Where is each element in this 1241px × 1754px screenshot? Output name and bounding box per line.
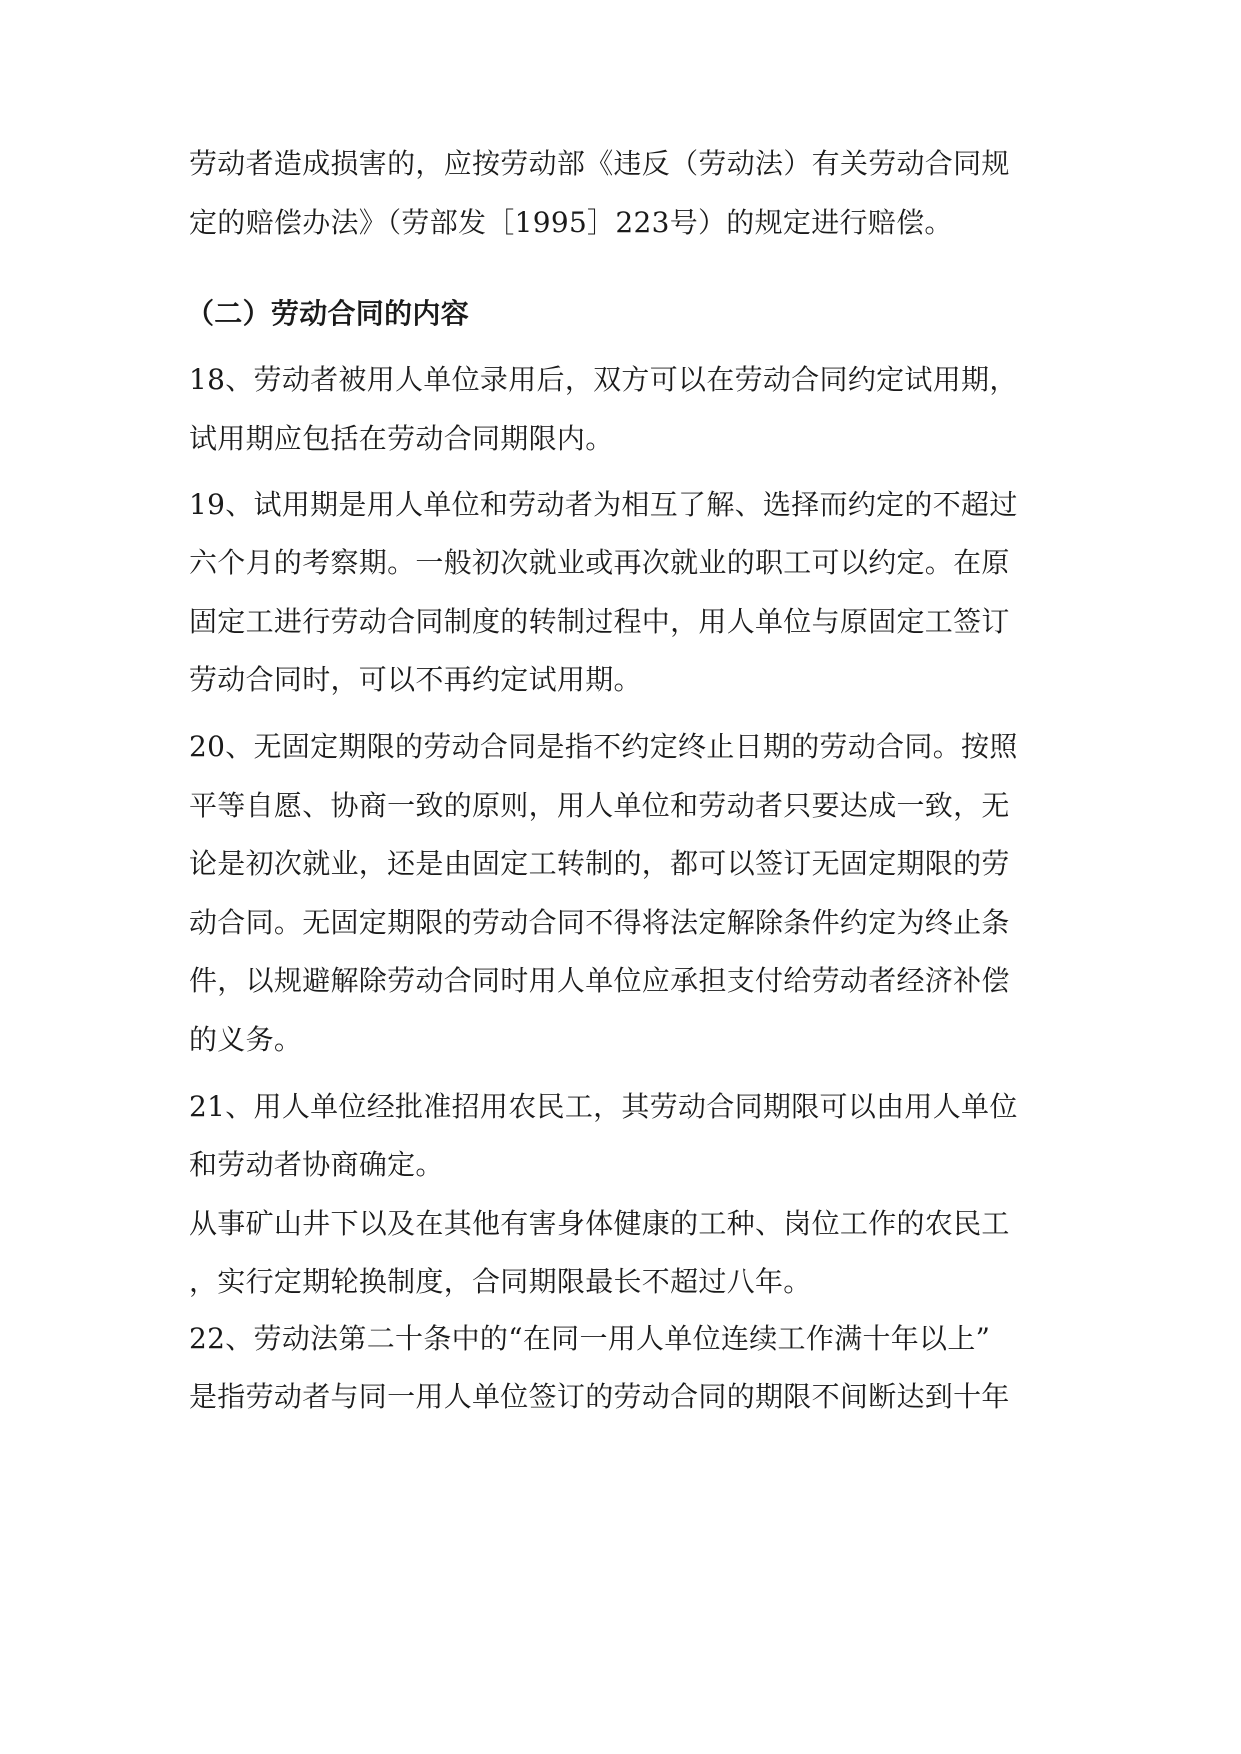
section-heading: （二）劳动合同的内容 bbox=[186, 297, 470, 330]
item21-line-4: ，实行定期轮换制度，合同期限最长不超过八年。 bbox=[189, 1265, 812, 1298]
item19-line-4: 劳动合同时，可以不再约定试用期。 bbox=[189, 663, 642, 696]
item19-line-2: 六个月的考察期。一般初次就业或再次就业的职工可以约定。在原 bbox=[189, 546, 1010, 579]
item18-line-2: 试用期应包括在劳动合同期限内。 bbox=[189, 422, 614, 455]
intro-line-1: 劳动者造成损害的，应按劳动部《违反（劳动法）有关劳动合同规 bbox=[189, 147, 1010, 180]
intro-line-2: 定的赔偿办法》（劳部发［1995］223号）的规定进行赔偿。 bbox=[189, 206, 953, 239]
item21-line-3: 从事矿山井下以及在其他有害身体健康的工种、岗位工作的农民工 bbox=[189, 1207, 1010, 1240]
item19-line-1: 19、试用期是用人单位和劳动者为相互了解、选择而约定的不超过 bbox=[189, 488, 1018, 521]
item20-line-5: 件，以规避解除劳动合同时用人单位应承担支付给劳动者经济补偿 bbox=[189, 964, 1010, 997]
item18-line-1: 18、劳动者被用人单位录用后，双方可以在劳动合同约定试用期， bbox=[189, 363, 1018, 396]
item22-line-2: 是指劳动者与同一用人单位签订的劳动合同的期限不间断达到十年 bbox=[189, 1380, 1010, 1413]
item21-line-2: 和劳动者协商确定。 bbox=[189, 1148, 444, 1181]
item20-line-4: 动合同。无固定期限的劳动合同不得将法定解除条件约定为终止条 bbox=[189, 906, 1010, 939]
item19-line-3: 固定工进行劳动合同制度的转制过程中，用人单位与原固定工签订 bbox=[189, 605, 1010, 638]
item20-line-6: 的义务。 bbox=[189, 1023, 303, 1056]
item20-line-2: 平等自愿、协商一致的原则，用人单位和劳动者只要达成一致，无 bbox=[189, 789, 1010, 822]
item21-line-1: 21、用人单位经批准招用农民工，其劳动合同期限可以由用人单位 bbox=[189, 1090, 1018, 1123]
item20-line-3: 论是初次就业，还是由固定工转制的，都可以签订无固定期限的劳 bbox=[189, 847, 1010, 880]
item20-line-1: 20、无固定期限的劳动合同是指不约定终止日期的劳动合同。按照 bbox=[189, 730, 1018, 763]
item22-line-1: 22、劳动法第二十条中的“在同一用人单位连续工作满十年以上” bbox=[189, 1322, 991, 1355]
